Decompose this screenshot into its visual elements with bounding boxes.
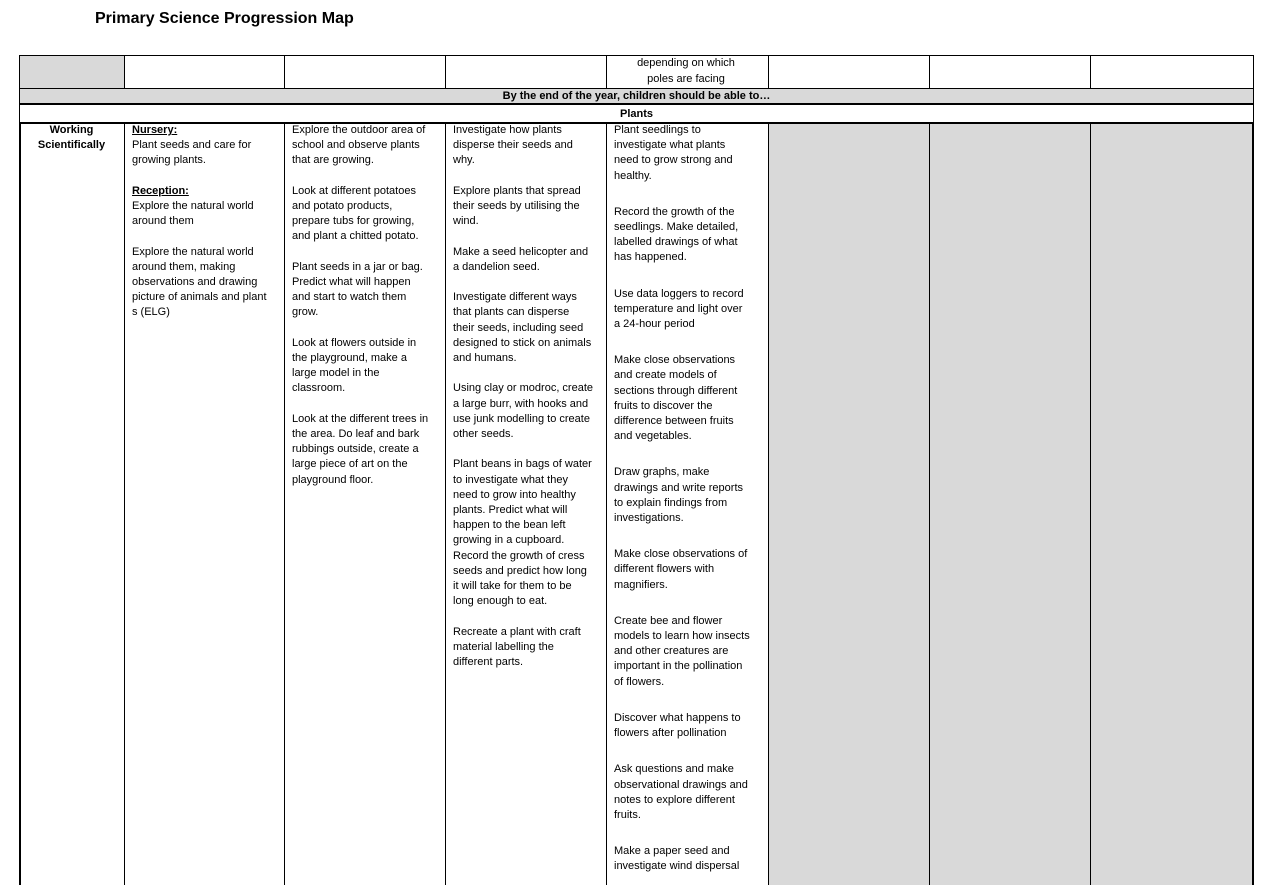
divider [19, 88, 20, 124]
year3-activity: Make close observations of different flowers with magnifiers. [614, 548, 748, 591]
year1-column [292, 123, 444, 488]
year2-activity: Using clay or modroc, create a large burr, with hooks and use junk modelling to create other seeds. [453, 382, 593, 440]
divider [445, 122, 446, 885]
year3-activity: Make close observations and create models of sections through different fruits to discover the difference between fruits and vegetables. [614, 354, 738, 443]
year1-activity: Look at different potatoes and potato products, prepare tubs for growing, and plant a chitted potato. [292, 184, 419, 243]
nursery-text: Plant seeds and care for growing plants. [132, 139, 252, 167]
year1-activity: Look at the different trees in the area. Do leaf and bark rubbings outside, create a large piece of art on the playground floor. [292, 412, 429, 486]
divider [1090, 122, 1091, 885]
divider [1252, 122, 1254, 885]
row-label-text: Working Scientifically [37, 124, 106, 152]
year6-shaded-cell [1091, 123, 1254, 885]
year1-activity: Look at flowers outside in the playground, make a large model in the classroom. [292, 336, 417, 395]
divider [768, 55, 769, 89]
year2-activity: Plant beans in bags of water to investigate what they need to grow into healthy plants. Predict what will happen to the bean left growing in a cupboard. Record the growth of cress seeds and predict how long it will take for them to be long enough to eat. [453, 458, 592, 608]
year3-column [614, 123, 766, 875]
year2-activity: Explore plants that spread their seeds by utilising the wind. [453, 184, 581, 228]
reception-block [132, 184, 282, 230]
divider [445, 55, 446, 89]
divider [284, 55, 285, 89]
year5-shaded-cell [930, 123, 1091, 885]
subject-heading: Plants [619, 108, 653, 120]
divider [929, 122, 930, 885]
divider [284, 122, 285, 885]
divider [929, 55, 930, 89]
reception-heading: Reception: [132, 184, 189, 197]
eyfs-column [132, 123, 282, 321]
divider [124, 122, 125, 885]
divider [19, 88, 1254, 89]
year2-column [453, 123, 605, 670]
year2-activity: Make a seed helicopter and a dandelion seed. [453, 245, 589, 273]
row-label-working-scientifically [19, 123, 124, 153]
previous-page-continued-text: depending on which poles are facing [637, 57, 735, 85]
divider [1253, 88, 1254, 124]
divider [1253, 55, 1254, 89]
year3-activity: Plant seedlings to investigate what plants need to grow strong and healthy. [614, 124, 733, 182]
year3-activity: Ask questions and make observational drawings and notes to explore different fruits. [614, 763, 748, 821]
year2-activity: Investigate how plants disperse their seeds and why. [453, 124, 573, 167]
year1-activity: Explore the outdoor area of school and observe plants that are growing. [292, 124, 426, 167]
divider [19, 122, 21, 885]
year3-activity: Record the growth of the seedlings. Make detailed, labelled drawings of what has happened. [614, 205, 739, 264]
year1-activity: Plant seeds in a jar or bag. Predict what will happen and start to watch them grow. [292, 260, 423, 319]
year3-activity: Use data loggers to record temperature and light over a 24-hour period [614, 287, 744, 331]
divider [606, 122, 607, 885]
divider [19, 55, 20, 89]
reception-text: Explore the natural world around them [132, 200, 254, 228]
elg-text: Explore the natural world around them, making observations and drawing picture of animals and plant s (ELG) [132, 245, 267, 319]
divider [19, 103, 1254, 105]
year4-shaded-cell [768, 123, 930, 885]
year3-activity: Make a paper seed and investigate wind dispersal [614, 845, 740, 873]
year2-activity: Investigate different ways that plants can disperse their seeds, including seed designed to stick on animals and humans. [453, 291, 592, 364]
nursery-block [132, 123, 282, 169]
nursery-heading: Nursery: [132, 124, 178, 136]
page-title: Primary Science Progression Map [95, 10, 354, 27]
year3-activity: Create bee and flower models to learn how insects and other creatures are important in the pollination of flowers. [614, 614, 750, 688]
year2-activity: Recreate a plant with craft material labelling the different parts. [453, 625, 581, 669]
top-left-shaded-cell [19, 55, 125, 88]
divider [1090, 55, 1091, 89]
year3-activity: Draw graphs, make drawings and write reports to explain findings from investigations. [614, 466, 744, 525]
progression-table [19, 55, 1254, 885]
divider [768, 122, 769, 885]
year3-activity: Discover what happens to flowers after pollination [614, 711, 741, 740]
divider [124, 55, 125, 89]
year-end-banner: By the end of the year, children should be able to… [19, 89, 1254, 104]
